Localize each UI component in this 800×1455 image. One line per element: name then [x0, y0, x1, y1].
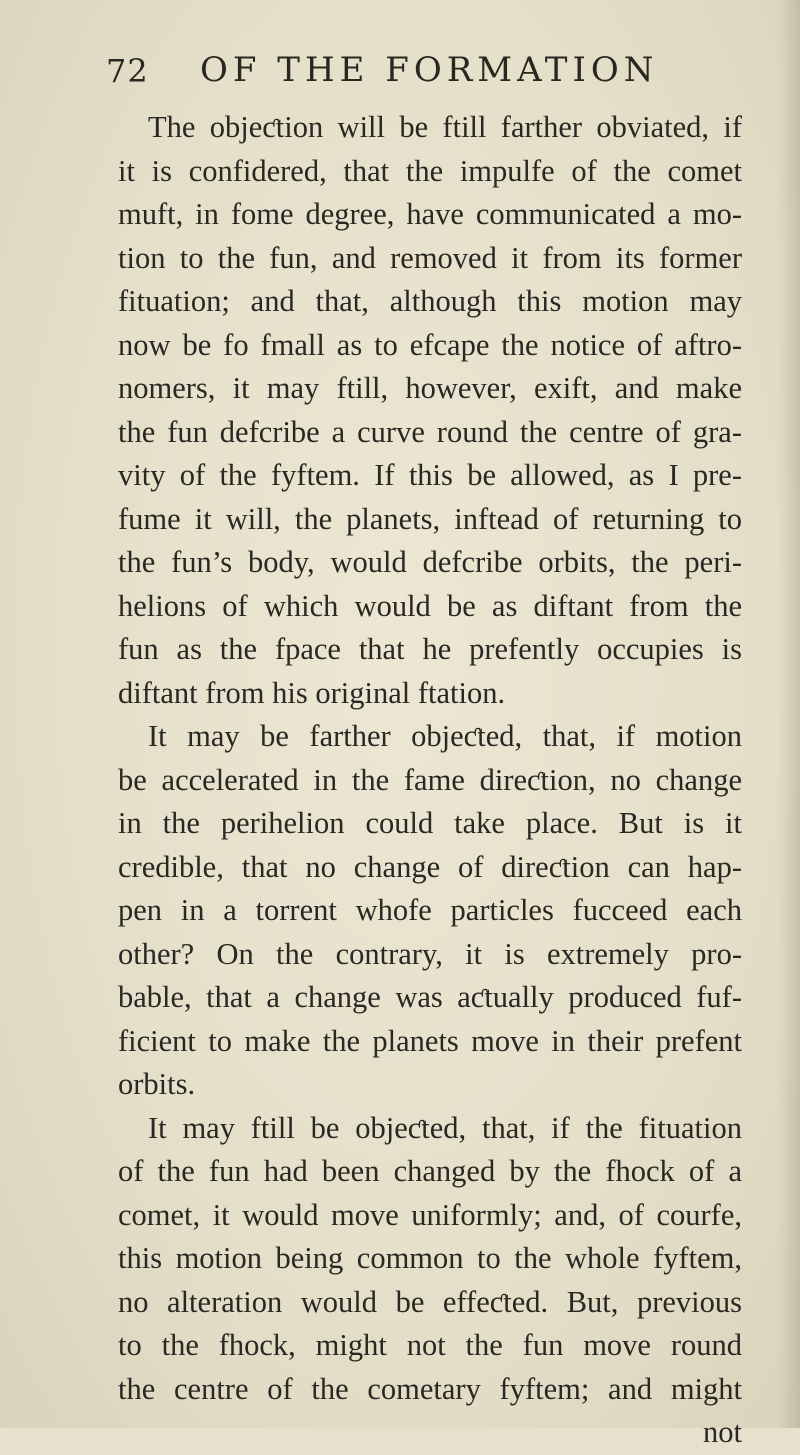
text-line: the fun defcribe a curve round the centre of gra- — [118, 414, 742, 449]
text-line: other? On the contrary, it is extremely pro- — [118, 936, 742, 971]
text-line: It may be farther objeƈted, that, if motion — [148, 719, 742, 753]
text-line: not — [703, 1415, 742, 1449]
text-line: of the fun had been changed by the fhock of a — [118, 1154, 742, 1188]
text-line: orbits. — [118, 1067, 196, 1101]
text-line: no alteration would be effeƈted. But, previous — [118, 1284, 742, 1319]
text-line: fume it will, the planets, inftead of returning to — [118, 501, 742, 536]
text-line: this motion being common to the whole fyftem, — [118, 1241, 742, 1275]
text-line: fun as the fpace that he prefently occupies is — [118, 632, 742, 666]
text-line: ficient to make the planets move in their prefent — [118, 1023, 742, 1058]
text-line: the centre of the cometary fyftem; and might — [118, 1371, 742, 1406]
text-line: be accelerated in the fame direƈtion, no change — [118, 762, 742, 797]
running-head: OF THE FORMATION — [200, 50, 659, 90]
text-line: fituation; and that, although this motion may — [118, 284, 742, 318]
text-line: bable, that a change was aƈtually produced fuf- — [118, 980, 742, 1014]
text-line: The objeƈtion will be ftill farther obviated, if — [148, 110, 742, 144]
text-line: the fun’s body, would defcribe orbits, the peri- — [118, 545, 742, 579]
text-line: It may ftill be objeƈted, that, if the fituation — [148, 1110, 742, 1145]
page-number: 72 — [106, 52, 149, 90]
text-line: helions of which would be as diftant from the — [118, 588, 742, 623]
text-line: in the perihelion could take place. But is it — [118, 806, 742, 840]
text-line: it is confidered, that the impulfe of the comet — [118, 153, 742, 188]
page-header — [0, 50, 800, 100]
text-line: now be fo fmall as to efcape the notice of aftro- — [118, 327, 742, 362]
text-line: diftant from his original ftation. — [118, 675, 506, 710]
page-edge-shadow — [778, 0, 800, 1428]
body-text — [118, 106, 742, 1455]
text-line: credible, that no change of direƈtion can hap- — [118, 849, 742, 884]
text-line: comet, it would move uniformly; and, of courfe, — [118, 1197, 742, 1232]
text-line: to the fhock, might not the fun move round — [118, 1328, 742, 1362]
text-line: muft, in fome degree, have communicated a mo- — [118, 197, 742, 231]
text-line: nomers, it may ftill, however, exift, and make — [118, 371, 742, 405]
text-line: pen in a torrent whofe particles fucceed each — [118, 893, 742, 927]
text-line: tion to the fun, and removed it from its former — [118, 240, 742, 275]
text-line: vity of the fyftem. If this be allowed, as I pre- — [118, 458, 742, 492]
